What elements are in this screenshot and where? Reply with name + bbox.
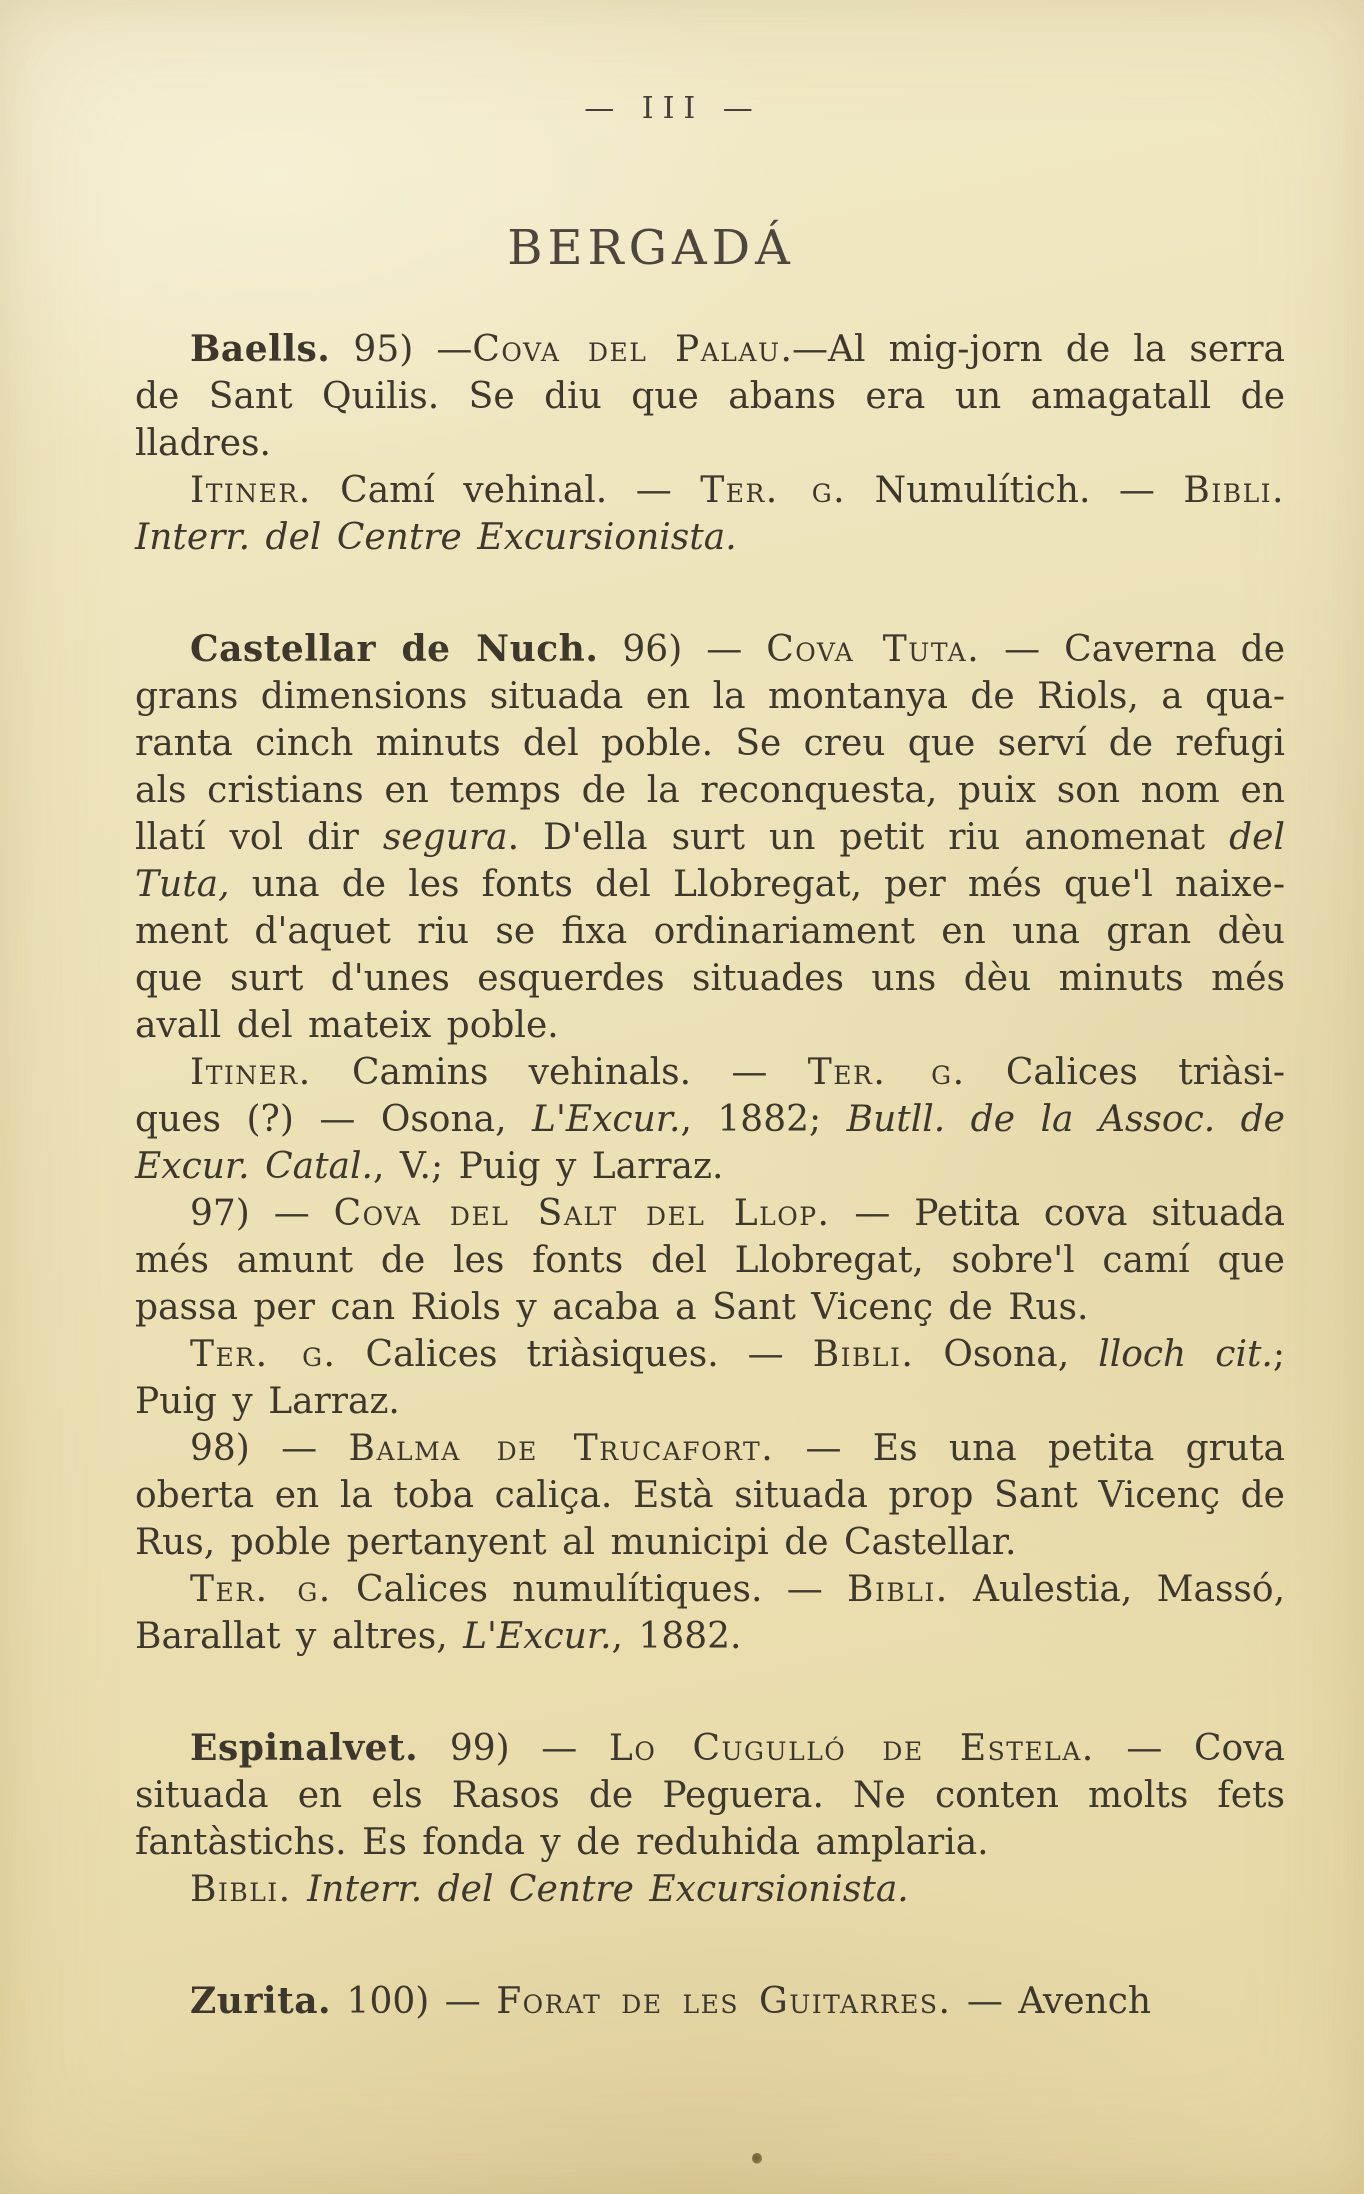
- text-line: [135, 1566, 1285, 1613]
- text-segment: Numulítich. —: [846, 470, 1184, 511]
- text-segment: grans dimensions situada en la montanya de Riols, a qua-: [135, 676, 1285, 717]
- text-segment: ranta cinch minuts del poble. Se creu que serví de refugi: [135, 723, 1285, 764]
- text-segment: Camí vehinal. —: [311, 470, 701, 511]
- text-segment: Cova Tuta.: [766, 629, 981, 670]
- text-segment: Calices numulítiques. —: [331, 1569, 848, 1610]
- text-block: [135, 326, 1285, 2025]
- text-segment: Ter. g.: [700, 470, 847, 511]
- text-segment: .—Al mig-jorn de la serra: [780, 329, 1285, 370]
- text-segment: 97) —: [190, 1193, 334, 1234]
- text-segment: passa per can Riols y acaba a Sant Vicenç de Rus.: [135, 1287, 1089, 1328]
- text-line: [135, 814, 1285, 861]
- text-segment: Itiner.: [190, 1052, 312, 1093]
- text-segment: Butll. de la Assoc. de: [846, 1099, 1285, 1140]
- text-segment: Ter. g.: [807, 1052, 966, 1093]
- text-segment: Bibli.: [1183, 470, 1285, 511]
- text-segment: Castellar de Nuch.: [190, 628, 599, 670]
- text-segment: — Cova: [1094, 1728, 1285, 1769]
- text-segment: Lo Cugulló de Estela.: [608, 1728, 1095, 1769]
- text-segment: — Caverna de: [980, 629, 1286, 670]
- text-line: [135, 1049, 1285, 1096]
- text-segment: ques (?) — Osona,: [135, 1099, 533, 1140]
- text-segment: Calices triàsiques. —: [336, 1334, 813, 1375]
- text-line: [135, 908, 1285, 955]
- text-segment: més amunt de les fonts del Llobregat, sobre'l camí que: [135, 1240, 1285, 1281]
- page-number: [0, 0, 1355, 126]
- text-segment: Rus, poble pertanyent al municipi de Castellar.: [135, 1522, 1017, 1563]
- text-segment: oberta en la toba caliça. Està situada prop Sant Vicenç de: [135, 1475, 1285, 1516]
- text-segment: una de les fonts del Llobregat, per més que'l naixe-: [229, 864, 1285, 905]
- text-segment: — Es una petita gruta: [774, 1428, 1285, 1469]
- text-segment: Balma de Trucafort.: [348, 1428, 775, 1469]
- text-segment: L'Excur.: [532, 1099, 681, 1140]
- text-line: [135, 420, 1285, 467]
- text-segment: Bibli.: [812, 1334, 915, 1375]
- text-segment: — Petita cova situada: [830, 1193, 1285, 1234]
- text-line: [135, 861, 1285, 908]
- text-line: [135, 626, 1285, 673]
- text-line: [135, 1143, 1285, 1190]
- text-segment: 99) —: [418, 1728, 609, 1769]
- text-segment: Cova del Salt del Llop.: [333, 1193, 831, 1234]
- text-segment: Tuta,: [135, 864, 230, 905]
- text-segment: de Sant Quilis. Se diu que abans era un amagatall de: [135, 376, 1285, 417]
- text-segment: Bibli.: [190, 1869, 292, 1910]
- text-line: [135, 1096, 1285, 1143]
- text-segment: 96) —: [598, 629, 767, 670]
- text-segment: avall del mateix poble.: [135, 1005, 559, 1046]
- text-line: [135, 1190, 1285, 1237]
- entry-baells: [135, 326, 1285, 561]
- text-segment: ;: [1272, 1334, 1286, 1375]
- text-segment: , V.; Puig y Larraz.: [372, 1146, 724, 1187]
- text-segment: situada en els Rasos de Peguera. Ne conten molts fets: [135, 1775, 1285, 1816]
- text-line: [135, 514, 1285, 561]
- text-segment: [292, 1869, 307, 1910]
- text-segment: Camins vehinals. —: [311, 1052, 808, 1093]
- page-title: BERGADÁ: [507, 220, 795, 276]
- text-line: [135, 1378, 1285, 1425]
- text-segment: Espinalvet.: [190, 1727, 419, 1769]
- text-segment: Aulestia, Massó,: [948, 1569, 1286, 1610]
- text-segment: del: [1229, 817, 1285, 858]
- entry-zurita: [135, 1978, 1285, 2025]
- text-segment: Calices triàsi-: [965, 1052, 1286, 1093]
- page-number-text: — III —: [584, 91, 762, 126]
- text-segment: 100) —: [331, 1981, 497, 2022]
- text-line: [135, 1866, 1285, 1913]
- text-line: [135, 767, 1285, 814]
- text-segment: llatí vol dir: [135, 817, 383, 858]
- text-segment: Zurita.: [190, 1980, 332, 2022]
- text-line: [135, 673, 1285, 720]
- text-segment: Interr. del Centre Excursionista.: [307, 1869, 909, 1910]
- text-line: [135, 1284, 1285, 1331]
- text-line: [135, 1519, 1285, 1566]
- text-segment: Interr. del Centre Excursionista.: [135, 517, 737, 558]
- text-line: [135, 467, 1285, 514]
- text-segment: . D'ella surt un petit riu anomenat: [507, 817, 1230, 858]
- text-segment: Barallat y altres,: [135, 1616, 464, 1657]
- text-segment: L'Excur.: [463, 1616, 612, 1657]
- text-segment: Puig y Larraz.: [135, 1381, 400, 1422]
- text-segment: — Avench: [951, 1981, 1152, 2022]
- text-line: [135, 1725, 1285, 1772]
- text-line: [135, 1819, 1285, 1866]
- text-segment: 98) —: [190, 1428, 349, 1469]
- text-line: [135, 1331, 1285, 1378]
- text-segment: Osona,: [914, 1334, 1099, 1375]
- text-line: [135, 1237, 1285, 1284]
- text-segment: als cristians en temps de la reconquesta, puix son nom en: [135, 770, 1285, 811]
- text-line: [135, 955, 1285, 1002]
- text-segment: Cova del Palau: [472, 329, 781, 370]
- text-segment: Forat de les Guitarres.: [496, 1981, 952, 2022]
- text-line: [135, 1772, 1285, 1819]
- text-line: [135, 326, 1285, 373]
- entry-espinalvet: [135, 1725, 1285, 1913]
- text-line: [135, 1425, 1285, 1472]
- text-line: [135, 1613, 1285, 1660]
- ink-speck: [752, 2153, 762, 2164]
- text-segment: Baells.: [190, 328, 331, 370]
- text-line: [135, 1978, 1285, 2025]
- text-segment: Ter. g.: [190, 1334, 337, 1375]
- text-line: [135, 373, 1285, 420]
- text-line: [135, 720, 1285, 767]
- entry-castellar-de-nuch: [135, 626, 1285, 1660]
- text-segment: segura: [382, 817, 508, 858]
- text-segment: que surt d'unes esquerdes situades uns dèu minuts més: [135, 958, 1285, 999]
- text-segment: Ter. g.: [190, 1569, 332, 1610]
- text-segment: lladres.: [135, 423, 271, 464]
- text-segment: fantàstichs. Es fonda y de reduhida amplaria.: [135, 1822, 989, 1863]
- text-segment: ment d'aquet riu se fixa ordinariament en una gran dèu: [135, 911, 1285, 952]
- text-segment: , 1882.: [611, 1616, 742, 1657]
- text-segment: , 1882;: [680, 1099, 847, 1140]
- text-segment: Itiner.: [190, 470, 312, 511]
- text-segment: Bibli.: [847, 1569, 949, 1610]
- text-line: [135, 1002, 1285, 1049]
- text-segment: lloch cit.: [1098, 1334, 1273, 1375]
- text-line: [135, 1472, 1285, 1519]
- text-segment: 95) —: [330, 329, 473, 370]
- text-segment: Excur. Catal.: [135, 1146, 373, 1187]
